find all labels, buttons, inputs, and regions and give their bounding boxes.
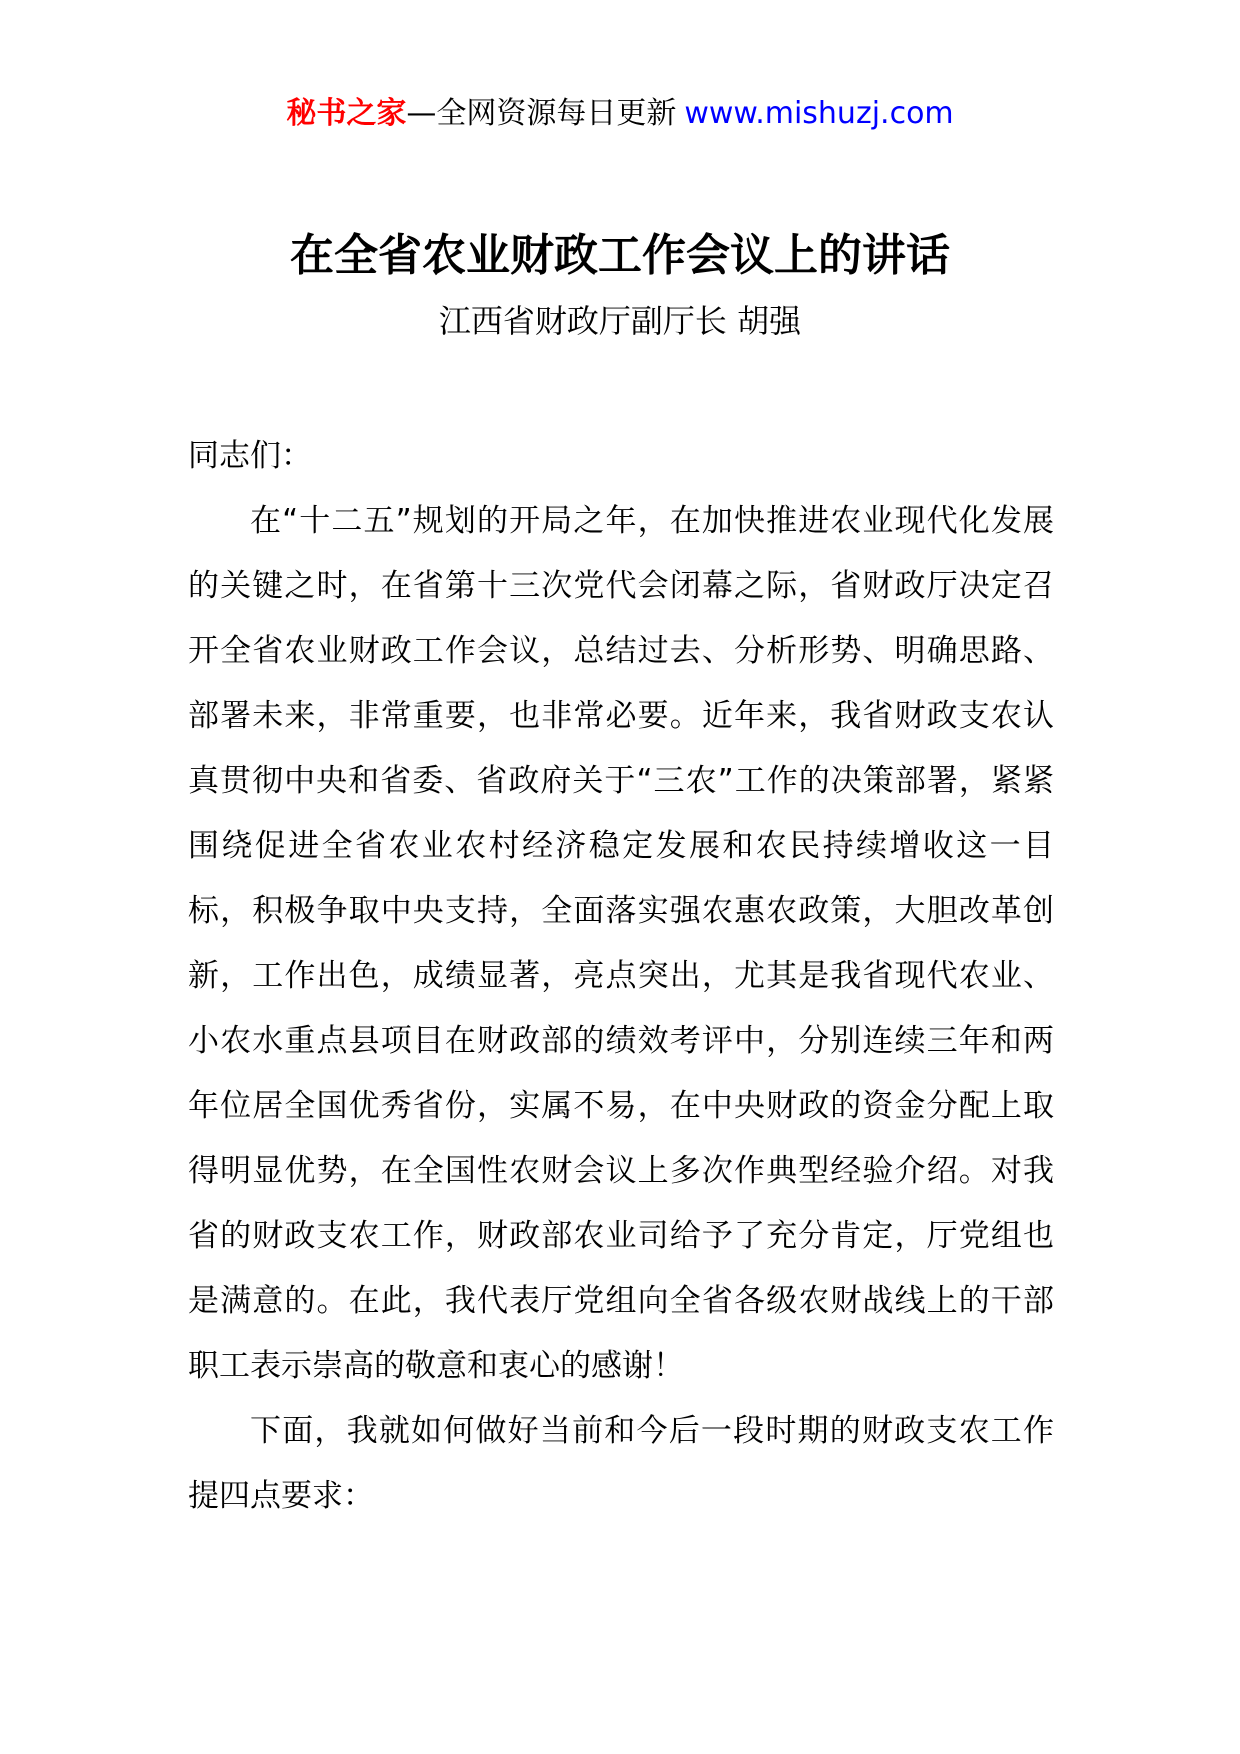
document-body <box>188 424 1054 1529</box>
paragraph: 下面，我就如何做好当前和今后一段时期的财政支农工作提四点要求： <box>188 1413 1054 1514</box>
site-tagline: —全网资源每日更新 <box>406 96 677 131</box>
document-author: 江西省财政厅副厅长 胡强 <box>438 302 802 340</box>
paragraph: 在“十二五”规划的开局之年，在加快推进农业现代化发展的关键之时，在省第十三次党代会闭幕之际，省财政厅决定召开全省农业财政工作会议，总结过去、分析形势、明确思路、部署未来，非常重要，也非常必要。近年来，我省财政支农认真贯彻中央和省委、省政府关于“三农”工作的决策部署，紧紧围绕促进全省农业农村经济稳定发展和农民持续增收这一目标，积极争取中央支持，全面落实强农惠农政策，大胆改革创新，工作出色，成绩显著，亮点突出，尤其是我省现代农业、小农水重点县项目在财政部的绩效考评中，分别连续三年和两年位居全国优秀省份，实属不易，在中央财政的资金分配上取得明显优势，在全国性农财会议上多次作典型经验介绍。对我省的财政支农工作，财政部农业司给予了充分肯定，厅党组也是满意的。在此，我代表厅党组向全省各级农财战线上的干部职工表示崇高的敬意和衷心的感谢！ <box>188 503 1054 1384</box>
site-brand: 秘书之家 <box>286 96 407 131</box>
document-title: 在全省农业财政工作会议上的讲话 <box>290 230 950 281</box>
salutation: 同志们： <box>188 438 312 474</box>
site-link[interactable]: www.mishuzj.com <box>684 96 954 131</box>
site-header-banner <box>0 92 1240 136</box>
